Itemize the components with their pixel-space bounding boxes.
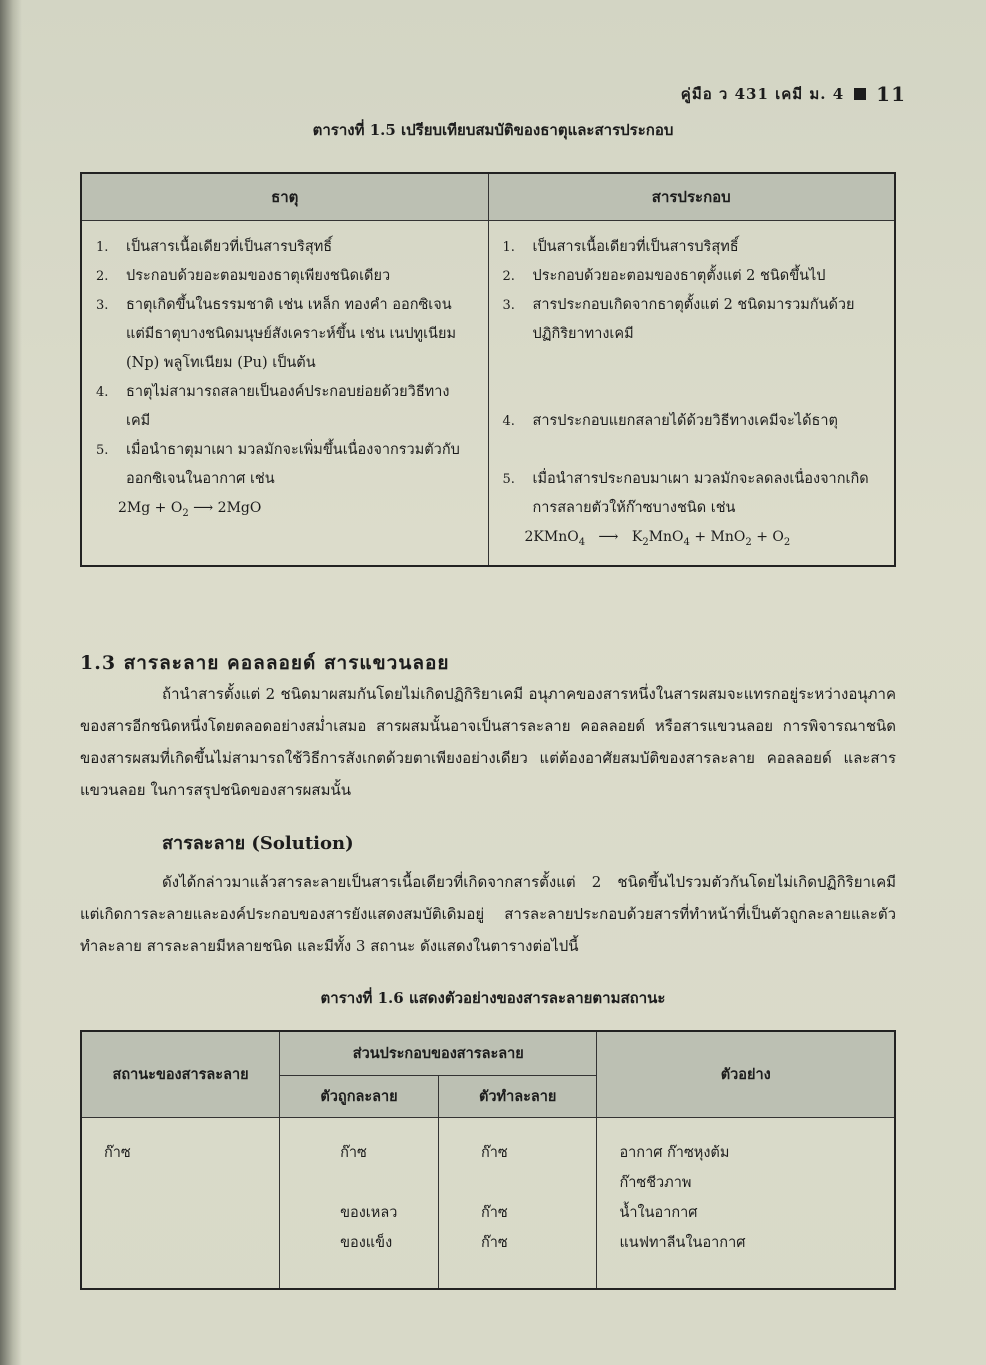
- cell-line: [340, 1168, 422, 1198]
- item-text: เป็นสารเนื้อเดียวที่เป็นสารบริสุทธิ์: [532, 239, 739, 255]
- item-text: ประกอบด้วยอะตอมของธาตุตั้งแต่ 2 ชนิดขึ้นไป: [532, 268, 826, 284]
- item-number: 2.: [502, 269, 515, 284]
- solvent-header: ตัวทำละลาย: [438, 1075, 597, 1117]
- item-number: 5.: [502, 472, 515, 487]
- section-heading: 1.3 สารละลาย คอลลอยด์ สารแขวนลอย: [80, 652, 450, 674]
- solution-paragraph: [80, 866, 896, 962]
- element-equation: $2Mg + O_2$ ⟶ 2MgO: [118, 500, 262, 519]
- list-item: [503, 465, 881, 523]
- running-header: [681, 82, 906, 106]
- compound-equation: 2KMnO$_4$ ⟶ $K_2MnO_4 + MnO_2 + O_2$: [524, 529, 791, 548]
- item-text: สารประกอบเกิดจากธาตุตั้งแต่ 2 ชนิดมารวมกันด้วยปฏิกิริยาทางเคมี: [532, 297, 855, 342]
- element-properties-list: [96, 233, 474, 494]
- solute-cell: [280, 1117, 439, 1289]
- state-cell: ก๊าซ: [81, 1117, 280, 1289]
- cell-line: ก๊าซ: [480, 1204, 508, 1221]
- list-item: [503, 233, 881, 262]
- solution-heading: สารละลาย (Solution): [162, 833, 354, 854]
- cell-line: อากาศ ก๊าซหุงต้ม: [619, 1144, 730, 1161]
- item-number: 2.: [96, 269, 109, 284]
- item-text: เมื่อนำธาตุมาเผา มวลมักจะเพิ่มขึ้นเนื่องจากรวมตัวกับออกซิเจนในอากาศ เช่น: [126, 442, 460, 487]
- item-text: ธาตุไม่สามารถสลายเป็นองค์ประกอบย่อยด้วยวิธีทางเคมี: [126, 384, 450, 429]
- item-number: 4.: [502, 414, 515, 429]
- components-header: ส่วนประกอบของสารละลาย: [280, 1031, 597, 1075]
- state-header: สถานะของสารละลาย: [81, 1031, 280, 1117]
- compound-column-header: สารประกอบ: [488, 173, 895, 221]
- cell-line: [481, 1168, 581, 1198]
- item-number: 5.: [96, 443, 109, 458]
- cell-line: แนฟทาลีนในอากาศ: [619, 1234, 746, 1251]
- section-paragraph: [80, 678, 896, 806]
- list-item: [96, 378, 474, 436]
- example-cell: [597, 1117, 895, 1289]
- section-paragraph-text: ถ้านำสารตั้งแต่ 2 ชนิดมาผสมกันโดยไม่เกิดปฏิกิริยาเคมี อนุภาคของสารหนึ่งในสารผสมจะแทรกอยู่ระหว่างอนุภาคของสารอีกชนิดหนึ่งโดยตลอดอย่างสม่ำเสมอ สารผสมนั้นอาจเป็นสารละลาย คอลลอยด์ หรือสารแขวนลอย การพิจารณาชนิดของสารผสมที่เกิดขึ้นไม่สามารถใช้วิธีการสังเกตด้วยตาเพียงอย่างเดียว แต่ต้องอาศัยสมบัติของสารละลาย คอลลอยด์ และสารแขวนลอย ในการสรุปชนิดของสารผสมนั้น: [80, 685, 896, 799]
- cell-line: ก๊าซชีวภาพ: [619, 1174, 692, 1191]
- solute-header: ตัวถูกละลาย: [280, 1075, 439, 1117]
- item-number: 3.: [96, 298, 109, 313]
- list-item: [96, 436, 474, 494]
- element-column-header: ธาตุ: [81, 173, 488, 221]
- list-item: [96, 262, 474, 291]
- item-number: 4.: [96, 385, 109, 400]
- list-item: [503, 262, 881, 291]
- cell-line: น้ำในอากาศ: [619, 1204, 698, 1221]
- item-number: 1.: [96, 240, 109, 255]
- item-text: ประกอบด้วยอะตอมของธาตุเพียงชนิดเดียว: [126, 268, 391, 284]
- item-text: เป็นสารเนื้อเดียวที่เป็นสารบริสุทธิ์: [126, 239, 333, 255]
- comparison-table: [80, 172, 896, 567]
- example-header: ตัวอย่าง: [597, 1031, 895, 1117]
- page-number: 11: [876, 82, 906, 106]
- element-properties-cell: [81, 221, 488, 566]
- item-number: 1.: [502, 240, 515, 255]
- list-item: [96, 291, 474, 378]
- header-text: คู่มือ ว 431 เคมี ม. 4: [680, 85, 845, 103]
- cell-line: ของแข็ง: [340, 1234, 393, 1251]
- item-text: ธาตุเกิดขึ้นในธรรมชาติ เช่น เหล็ก ทองคำ ออกซิเจน แต่มีธาตุบางชนิดมนุษย์สังเคราะห์ขึ้น เช่น เนปทูเนียม (Np) พลูโทเนียม (Pu) เป็นต้น: [126, 297, 457, 371]
- list-item: [503, 291, 881, 349]
- cell-line: ก๊าซ: [340, 1144, 367, 1161]
- table2-caption: ตารางที่ 1.6 แสดงตัวอย่างของสารละลายตามสถานะ: [320, 989, 666, 1007]
- compound-properties-cell: [488, 221, 895, 566]
- item-number: 3.: [502, 298, 515, 313]
- list-item: [96, 233, 474, 262]
- compound-properties-list: [503, 233, 881, 523]
- cell-line: ก๊าซ: [480, 1144, 508, 1161]
- square-bullet-icon: [854, 88, 866, 100]
- cell-line: ก๊าซ: [480, 1234, 508, 1251]
- cell-line: ของเหลว: [340, 1204, 398, 1221]
- item-text: สารประกอบแยกสลายได้ด้วยวิธีทางเคมีจะได้ธาตุ: [532, 413, 838, 429]
- solution-paragraph-text: ดังได้กล่าวมาแล้วสารละลายเป็นสารเนื้อเดียวที่เกิดจากสารตั้งแต่ 2 ชนิดขึ้นไปรวมตัวกันโดยไม่เกิดปฏิกิริยาเคมี แต่เกิดการละลายและองค์ประกอบของสารยังแสดงสมบัติเดิมอยู่ สารละลายประกอบด้วยสารที่ทำหน้าที่เป็นตัวถูกละลายและตัวทำละลาย สารละลายมีหลายชนิด และมีทั้ง 3 สถานะ ดังแสดงในตารางต่อไปนี้: [80, 873, 896, 955]
- item-text: เมื่อนำสารประกอบมาเผา มวลมักจะลดลงเนื่องจากเกิดการสลายตัวให้ก๊าซบางชนิด เช่น: [532, 471, 869, 516]
- page-edge-shadow: [0, 0, 22, 1365]
- table1-caption: ตารางที่ 1.5 เปรียบเทียบสมบัติของธาตุและสารประกอบ: [312, 121, 674, 139]
- solvent-cell: [438, 1117, 597, 1289]
- list-item: [503, 407, 881, 436]
- solution-states-table: [80, 1030, 896, 1290]
